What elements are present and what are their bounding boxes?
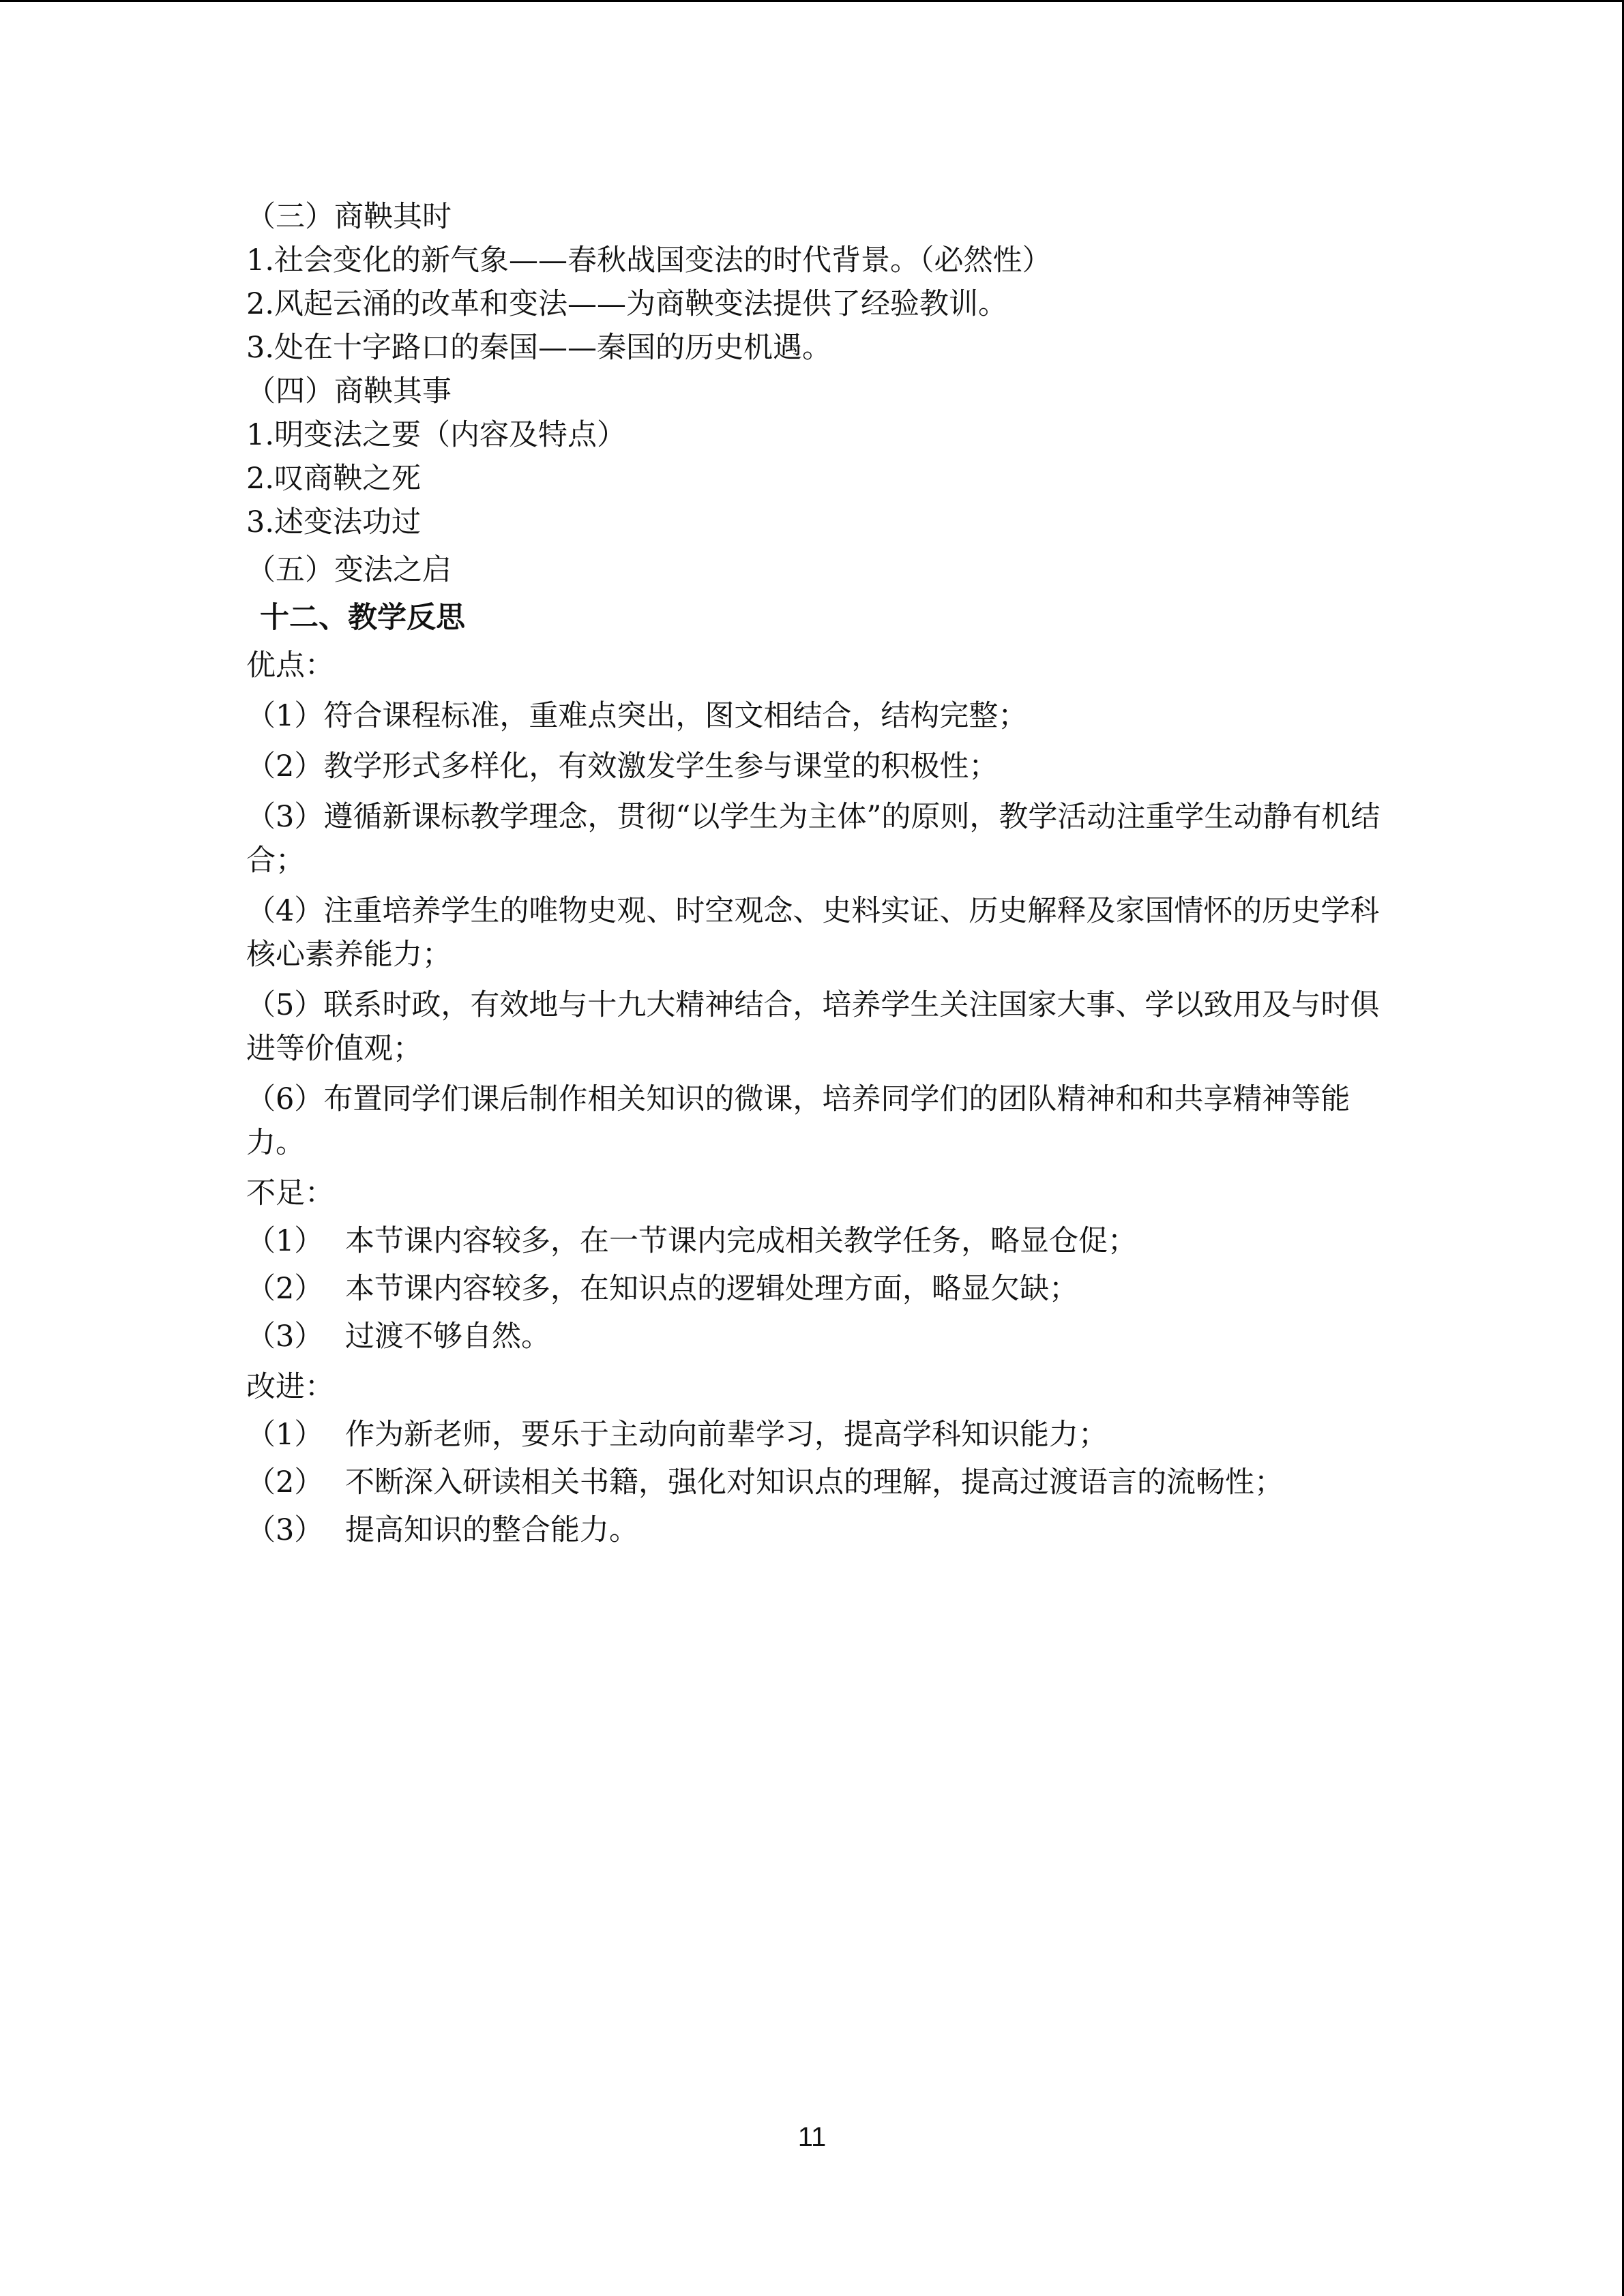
document-body bbox=[246, 195, 1392, 1552]
strength-item-3: （3）遵循新课标教学理念，贯彻“以学生为主体”的原则，教学活动注重学生动静有机结合； bbox=[246, 800, 1381, 878]
section3-item-2: 2.风起云涌的改革和变法——为商鞅变法提供了经验教训。 bbox=[246, 287, 1008, 321]
section5-heading: （五）变法之启 bbox=[246, 553, 452, 587]
strength-item-4: （4）注重培养学生的唯物史观、时空观念、史料实证、历史解释及家国情怀的历史学科核心素养能力； bbox=[246, 894, 1380, 972]
improvement-item-1-text: 作为新老师，要乐于主动向前辈学习，提高学科知识能力； bbox=[345, 1418, 1108, 1452]
weakness-item-2-text: 本节课内容较多，在知识点的逻辑处理方面，略显欠缺； bbox=[345, 1272, 1078, 1306]
section4-item-2: 2.叹商鞅之死 bbox=[246, 462, 422, 496]
page-number: 11 bbox=[797, 2122, 827, 2152]
section4-heading: （四）商鞅其事 bbox=[246, 374, 452, 408]
improvement-item-3-number: （3） bbox=[246, 1513, 324, 1547]
improvements-label: 改进： bbox=[246, 1370, 334, 1404]
page-top-border bbox=[0, 0, 1624, 2]
section3-item-1: 1.社会变化的新气象——春秋战国变法的时代背景。（必然性） bbox=[246, 243, 1052, 278]
section4-item-3: 3.述变法功过 bbox=[246, 505, 422, 539]
weakness-item-2-number: （2） bbox=[246, 1272, 324, 1306]
improvement-item-2-number: （2） bbox=[246, 1465, 324, 1500]
chapter12-heading: 十二、教学反思 bbox=[260, 601, 465, 635]
weaknesses-label: 不足： bbox=[246, 1176, 334, 1210]
improvement-item-2 bbox=[246, 1461, 1392, 1504]
improvement-item-3-text: 提高知识的整合能力。 bbox=[345, 1513, 638, 1547]
strength-item-2: （2）教学形式多样化，有效激发学生参与课堂的积极性； bbox=[246, 749, 999, 784]
section4-item-1: 1.明变法之要（内容及特点） bbox=[246, 418, 627, 452]
weakness-item-2 bbox=[246, 1267, 1392, 1311]
improvement-item-1 bbox=[246, 1413, 1392, 1457]
weakness-item-1 bbox=[246, 1219, 1392, 1263]
weakness-item-1-number: （1） bbox=[246, 1224, 324, 1258]
section3-heading: （三）商鞅其时 bbox=[246, 200, 452, 234]
strengths-label: 优点： bbox=[246, 648, 334, 683]
improvement-item-2-text: 不断深入研读相关书籍，强化对知识点的理解，提高过渡语言的流畅性； bbox=[345, 1465, 1284, 1500]
weakness-item-3 bbox=[246, 1315, 1392, 1358]
weakness-item-3-number: （3） bbox=[246, 1320, 324, 1354]
strength-item-5: （5）联系时政，有效地与十九大精神结合，培养学生关注国家大事、学以致用及与时俱进等价值观； bbox=[246, 988, 1380, 1066]
strength-item-1: （1）符合课程标准，重难点突出，图文相结合，结构完整； bbox=[246, 699, 1028, 733]
weakness-item-3-text: 过渡不够自然。 bbox=[345, 1320, 550, 1354]
improvement-item-3 bbox=[246, 1508, 1392, 1552]
weakness-item-1-text: 本节课内容较多，在一节课内完成相关教学任务，略显仓促； bbox=[345, 1224, 1137, 1258]
section3-item-3: 3.处在十字路口的秦国——秦国的历史机遇。 bbox=[246, 331, 832, 365]
improvement-item-1-number: （1） bbox=[246, 1418, 324, 1452]
strength-item-6: （6）布置同学们课后制作相关知识的微课，培养同学们的团队精神和和共享精神等能力。 bbox=[246, 1082, 1350, 1160]
